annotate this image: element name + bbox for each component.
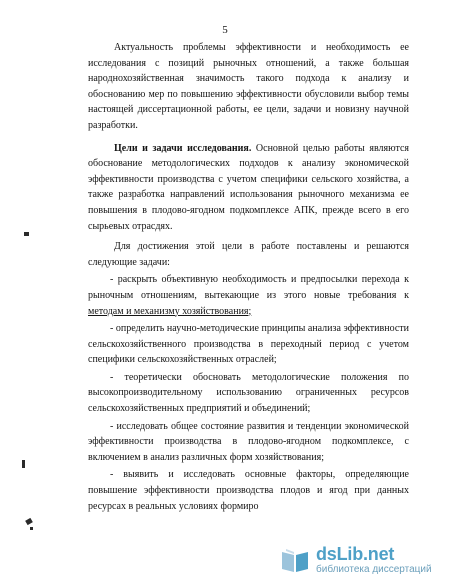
watermark-tagline: библиотека диссертаций [316,564,432,575]
book-logo-icon [280,546,310,574]
watermark-domain: dsLib.net [316,544,395,564]
task-item-1 [88,272,409,319]
paragraph-relevance: Актуальность проблемы эффективности и необходимость ее исследования с позиций рыночных отношений, а также большая народнохозяйственная значимость такого подхода к анализу и обоснованию мер по повышению эффективности обусловили выбор темы настоящей диссертационной работы, ее цели, задачи и новизну научной разработки. [88,42,409,131]
watermark [280,544,444,578]
page-number: 5 [222,24,228,36]
task-item-1-underlined: методам и механизму хозяйствования; [88,305,252,317]
goals-heading: Цели и задачи исследования. [114,142,252,154]
scan-artifact-3 [25,518,33,525]
paragraph-goals [88,141,409,235]
task-item-4: - исследовать общее состояние развития и тенденции экономической эффективности производства в плодово-ягодном подкомплексе, с включением в анализ различных форм хозяйствования; [88,420,409,463]
scan-artifact-4 [30,527,33,530]
task-item-1-text: - раскрыть объективную необходимость и предпосылки перехода к рыночным отношениям, вытекающие из этого новые требования к [88,274,409,301]
goals-text: Основной целью работы являются обоснование методологических подходов к анализу экономической эффективности производства с учетом специфики сельского хозяйства, а также разработка направлений использования рыночного механизма ее повышения в плодово-ягодном подкомплексе АПК, прежде всего в его сырьевых отрасдях. [88,142,409,232]
task-item-5: - выявить и исследовать основные факторы, определяющие повышение эффективности производства плодов и ягод при данных ресурсах в реальных условиях формиро [88,469,409,512]
task-item-2: - определить научно-методические принципы анализа эффективности сельскохозяйственного производства в переходный период с учетом специфики сельскохозяйственных отраслей; [88,323,409,366]
task-item-3: - теоретически обосновать методологические положения по высокопроизводительному использованию ограниченных ресурсов сельскохозяйственных предприятий и объединений; [88,371,409,415]
scan-artifact-2 [22,460,25,468]
paragraph-tasks-intro: Для достижения этой цели в работе поставлены и решаются следующие задачи: [88,241,409,268]
body-text [88,40,409,514]
scan-artifact-1 [24,232,29,236]
